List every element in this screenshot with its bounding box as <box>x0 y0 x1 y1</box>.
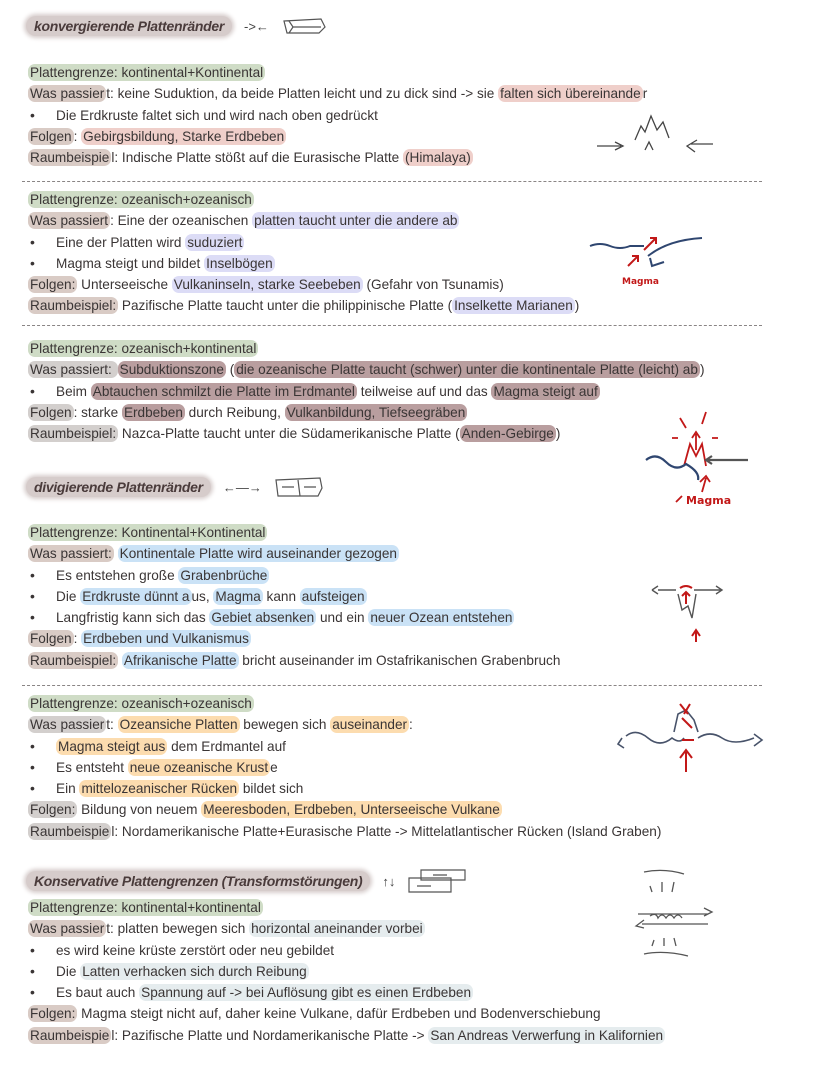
magma-label: Magma <box>686 494 732 507</box>
text: Eine der Platten wird <box>56 234 186 250</box>
text: Pazifische Platte taucht unter die philippinische Platte ( <box>118 298 453 314</box>
text: bewegen sich <box>239 717 331 733</box>
text: Bildung von neuem <box>77 802 202 818</box>
text: Die <box>56 963 81 979</box>
highlighted-text: Magma steigt auf <box>493 383 598 399</box>
note-line <box>28 189 808 210</box>
text: und ein <box>316 610 369 626</box>
highlighted-text: Gebirgsbildung, Starke Erdbeben <box>83 128 285 144</box>
highlighted-text: Plattengrenze: ozeanisch+kontinental <box>30 341 257 356</box>
highlighted-text: neue ozeanische Krust <box>129 759 269 775</box>
text: ) <box>574 298 580 314</box>
highlighted-text: Erdbeben und Vulkanismus <box>83 631 249 647</box>
highlighted-text: San Andreas Verwerfung in Kalifornien <box>430 1027 664 1043</box>
mid-ocean-ridge-sketch-icon <box>614 700 784 780</box>
text: Unterseeische <box>77 277 172 293</box>
bullet-point <box>28 961 808 982</box>
note-line <box>28 338 808 359</box>
highlighted-text: Was passier <box>30 86 105 102</box>
heading-conservative: Konservative Plattengrenzen (Transformstörungen) <box>26 871 370 891</box>
text: Die <box>56 588 81 604</box>
highlighted-text: Raumbeispie <box>30 150 110 166</box>
oceanic-subduction-sketch-icon <box>588 232 708 292</box>
text: Ein <box>56 781 80 797</box>
bullet-point <box>28 778 808 799</box>
transform-fault-sketch-icon <box>628 868 728 958</box>
highlighted-text: (Himalaya) <box>405 150 471 166</box>
text: bildet sich <box>239 781 304 797</box>
highlighted-text: Folgen <box>30 404 72 420</box>
highlighted-text: Plattengrenze: ozeanisch+ozeanisch <box>30 192 252 207</box>
text: ) <box>699 362 705 378</box>
plate-collision-sketch-icon <box>281 15 327 37</box>
highlighted-text: Raumbeispiel: <box>30 426 117 442</box>
text: : <box>409 717 413 733</box>
text: t: <box>106 717 118 733</box>
note-line <box>28 62 808 83</box>
text: : starke <box>73 404 122 420</box>
highlighted-text: Gebiet absenken <box>211 610 315 626</box>
highlighted-text: Vulkanbildung, Tiefseegräben <box>286 404 466 420</box>
note-line <box>28 1003 808 1024</box>
highlighted-text: Abtauchen schmilzt die Platte im Erdmantel <box>92 383 355 399</box>
arrows-diverging: ←—→ <box>222 479 262 495</box>
heading-divergent: divigierende Plattenränder <box>26 477 211 497</box>
highlighted-text: die ozeanische Platte taucht (schwer) unter die kontinentale Platte (leicht) ab <box>236 362 698 378</box>
note-line <box>28 650 808 671</box>
highlighted-text: Folgen: <box>30 1006 76 1022</box>
text: Es entsteht <box>56 759 128 775</box>
text: l: Nordamerikanische Platte+Eurasische Platte -> Mittelatlantischer Rücken (Island Graben) <box>111 823 662 839</box>
highlighted-text: Magma steigt aus <box>58 738 166 754</box>
note-line <box>28 295 808 316</box>
heading-row-convergent <box>26 15 327 37</box>
highlighted-text: Folgen <box>30 631 72 647</box>
highlighted-text: Anden-Gebirge <box>461 426 554 442</box>
heading-convergent: konvergierende Plattenränder <box>26 16 232 36</box>
plates-diverging-sketch-icon <box>274 474 324 500</box>
highlighted-text: Afrikanische Platte <box>123 652 237 668</box>
text: Langfristig kann sich das <box>56 610 210 626</box>
text: t: platten bewegen sich <box>106 921 250 937</box>
rift-valley-sketch-icon <box>648 580 728 650</box>
highlighted-text: Folgen <box>30 128 72 144</box>
text: durch Reibung, <box>184 404 285 420</box>
note-line <box>28 522 808 543</box>
text: bricht auseinander im Ostafrikanischen Grabenbruch <box>238 652 561 668</box>
highlighted-text: Erdkruste dünnt a <box>82 588 190 604</box>
note-line <box>28 210 808 231</box>
heading-row-divergent <box>26 474 324 500</box>
highlighted-text: Raumbeispie <box>30 823 110 839</box>
highlighted-text: Was passier <box>30 717 105 733</box>
highlighted-text: Vulkaninseln, starke Seebeben <box>173 277 361 293</box>
note-line <box>28 1025 808 1046</box>
text: Magma steigt und bildet <box>56 255 205 271</box>
text: Beim <box>56 383 91 399</box>
highlighted-text: Magma <box>215 588 261 604</box>
text: : Eine der ozeanischen <box>110 213 253 229</box>
highlighted-text: Plattengrenze: Kontinental+Kontinental <box>30 525 266 540</box>
highlighted-text: Folgen: <box>30 802 76 818</box>
highlighted-text: Plattengrenze: kontinental+kontinental <box>30 900 261 915</box>
highlighted-text: Kontinentale Platte wird auseinander gezogen <box>119 546 397 562</box>
text: : <box>73 128 82 144</box>
divider <box>22 685 762 686</box>
highlighted-text: Grabenbrüche <box>180 567 268 583</box>
text: us, <box>191 588 214 604</box>
highlighted-text: Latten verhacken sich durch Reibung <box>82 963 307 979</box>
note-line <box>28 359 808 380</box>
note-line <box>28 821 808 842</box>
highlighted-text: Ozeansiche Platten <box>119 717 238 733</box>
text: r <box>642 86 648 102</box>
highlighted-text: Plattengrenze: ozeanisch+ozeanisch <box>30 696 252 711</box>
highlighted-text: Raumbeispiel: <box>30 298 117 314</box>
highlighted-text: Spannung auf -> bei Auflösung gibt es einen Erdbeben <box>141 985 472 1001</box>
text: t: keine Suduktion, da beide Platten leicht und zu dick sind -> sie <box>106 86 499 102</box>
note-line <box>28 83 808 104</box>
highlighted-text: Meeresboden, Erdbeben, Unterseeische Vulkane <box>203 802 500 818</box>
highlighted-text: Erdbeben <box>123 404 183 420</box>
text: l: Indische Platte stößt auf die Eurasische Platte <box>111 150 404 166</box>
note-line <box>28 799 808 820</box>
divider <box>22 325 762 326</box>
text: Die Erdkruste faltet sich und wird nach oben gedrückt <box>56 107 378 123</box>
highlighted-text: Folgen: <box>30 277 76 293</box>
highlighted-text: Inselbögen <box>206 255 273 271</box>
volcano-subduction-sketch-icon <box>640 398 770 510</box>
text: ) <box>555 426 561 442</box>
highlighted-text: Plattengrenze: kontinental+Kontinental <box>30 65 264 80</box>
highlighted-text: Was passiert: <box>30 362 116 378</box>
arrows-converging: ->← <box>244 18 269 34</box>
text: ( <box>225 362 235 378</box>
text: Es entstehen große <box>56 567 179 583</box>
highlighted-text: auseinander <box>332 717 408 733</box>
highlighted-text: Was passier <box>30 921 105 937</box>
highlighted-text: falten sich übereinande <box>500 86 641 102</box>
highlighted-text: Was passiert: <box>30 546 112 562</box>
highlighted-text: Was passiert <box>30 213 109 229</box>
text: : <box>73 631 82 647</box>
highlighted-text: suduziert <box>187 234 243 250</box>
text: teilweise auf und das <box>356 383 492 399</box>
highlighted-text: aufsteigen <box>301 588 365 604</box>
mountain-folding-sketch-icon <box>595 110 715 160</box>
plates-sliding-sketch-icon <box>407 866 469 896</box>
text: dem Erdmantel auf <box>167 738 286 754</box>
bullet-point <box>28 982 808 1003</box>
heading-row-conservative <box>26 866 469 896</box>
highlighted-text: platten taucht unter die andere ab <box>254 213 458 229</box>
highlighted-text: mittelozeanischer Rücken <box>81 781 238 797</box>
text: (Gefahr von Tsunamis) <box>362 277 504 293</box>
text: es wird keine krüste zerstört oder neu gebildet <box>56 942 335 958</box>
highlighted-text: Raumbeispiel: <box>30 652 117 668</box>
highlighted-text: horizontal aneinander vorbei <box>251 921 423 937</box>
text: e <box>270 759 278 775</box>
text: kann <box>262 588 300 604</box>
highlighted-text: Subduktionszone <box>119 362 224 378</box>
text: Es baut auch <box>56 985 140 1001</box>
arrows-transform: ↑↓ <box>382 873 396 889</box>
text: l: Pazifische Platte und Nordamerikanische Platte -> <box>111 1027 429 1043</box>
note-line <box>28 543 808 564</box>
highlighted-text: neuer Ozean entstehen <box>370 610 513 626</box>
magma-label: Magma <box>622 277 659 287</box>
text: Magma steigt nicht auf, daher keine Vulkane, dafür Erdbeben und Bodenverschiebung <box>77 1006 601 1022</box>
divider <box>22 181 762 182</box>
highlighted-text: Inselkette Marianen <box>454 298 573 314</box>
highlighted-text: Raumbeispie <box>30 1027 110 1043</box>
text: Nazca-Platte taucht unter die Südamerikanische Platte ( <box>118 426 460 442</box>
